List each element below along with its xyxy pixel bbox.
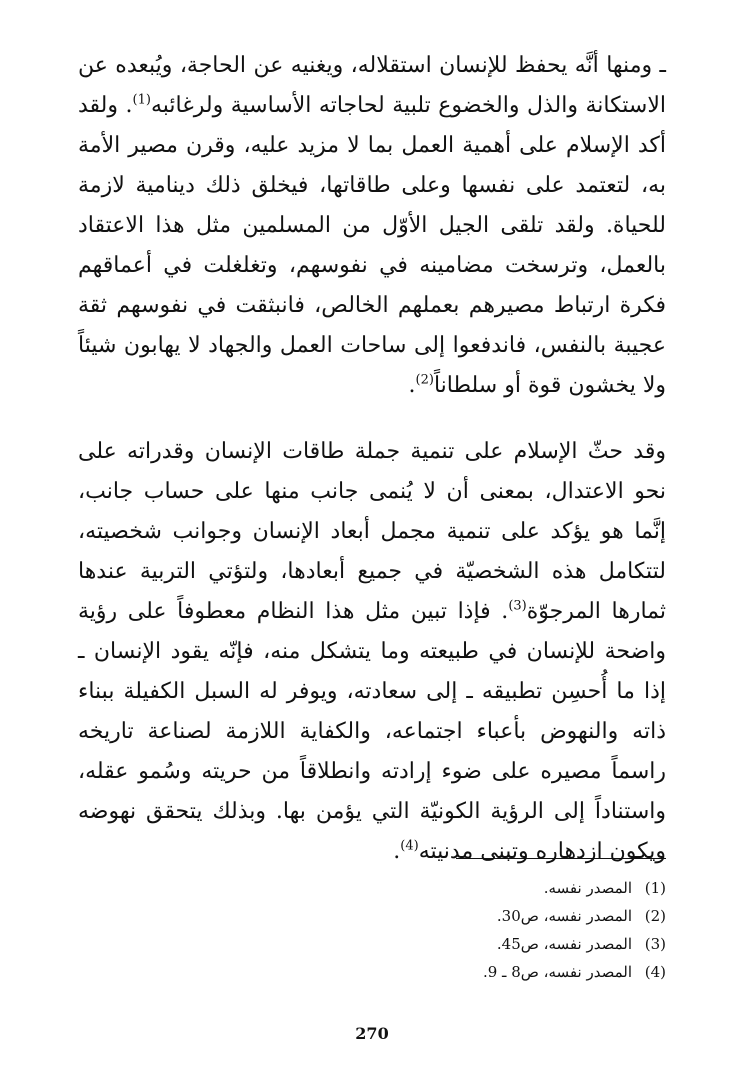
footnote-number: (2) xyxy=(644,907,666,925)
footnote-item xyxy=(78,958,666,986)
paragraph-text: . xyxy=(393,839,401,864)
footnote-item xyxy=(78,902,666,930)
footnote-reference: (2) xyxy=(415,372,434,388)
footnote-reference: (4) xyxy=(400,838,419,854)
paragraph-text: . ولقد أكد الإسلام على أهمية العمل بما لا مزيد عليه، وقرن مصير الأمة به، لتعتمد على نفسها وعلى طاقاتها، فيخلق ذلك دينامية لازمة للحياة. ولقد تلقى الجيل الأوّل من المسلمين مثل هذا الاعتقاد بالعمل، وترسخت مضامينه في نفوسهم، وتغلغلت في أعماقهم فكرة ارتباط مصيرهم بعملهم الخالص، فانبثقت في نفوسهم ثقة عجيبة بالنفس، فاندفعوا إلى ساحات العمل والجهاد لا يهابون شيئاً ولا يخشون قوة أو سلطاناً xyxy=(78,93,666,398)
document-page xyxy=(78,46,666,1046)
paragraph-text: وقد حثّ الإسلام على تنمية جملة طاقات الإنسان وقدراته على نحو الاعتدال، بمعنى أن لا يُنمى جانب منها على حساب جانب، إنَّما هو يؤكد على تنمية مجمل أبعاد الإنسان وجوانب شخصيته، لتتكامل هذه الشخصيّة في جميع أبعادها، ولتؤتي التربية عندها ثمارها المرجوّة xyxy=(78,439,667,624)
footnote-separator xyxy=(456,858,666,859)
footnotes-list xyxy=(78,874,666,986)
paragraph-text: ـ ومنها أنَّه يحفظ للإنسان استقلاله، ويغنيه عن الحاجة، ويُبعده عن الاستكانة والذل والخضوع تلبية لحاجاته الأساسية ولرغائبه xyxy=(78,53,666,118)
footnote-item xyxy=(78,874,666,902)
paragraph xyxy=(78,432,666,872)
footnote-text: المصدر نفسه. xyxy=(543,879,632,897)
footnote-reference: (3) xyxy=(508,598,527,614)
page-number: 270 xyxy=(355,1024,389,1043)
paragraph-text: . فإذا تبين مثل هذا النظام معطوفاً على رؤية واضحة للإنسان في طبيعته وما يتشكل منه، فإنّه يقود الإنسان ـ إذا ما أُحسِن تطبيقه ـ إلى سعادته، ويوفر له السبل الكفيلة ببناء ذاته والنهوض بأعباء اجتماعه، والكفاية اللازمة لصناعة تاريخه راسماً مصيره على ضوء إرادته وانطلاقاً من حريته وسُمو عقله، واستناداً إلى الرؤية الكونيّة التي يؤمن بها. وبذلك يتحقق نهوضه ويكون ازدهاره وتبنى مدنيته xyxy=(78,599,666,864)
footnote-item xyxy=(78,930,666,958)
paragraph xyxy=(78,46,666,406)
paragraph-text: . xyxy=(408,373,416,398)
footnote-reference: (1) xyxy=(132,92,151,108)
footnote-text: المصدر نفسه، ص45. xyxy=(496,935,632,953)
footnote-number: (1) xyxy=(644,879,666,897)
footnote-text: المصدر نفسه، ص30. xyxy=(496,907,632,925)
footnote-number: (3) xyxy=(644,935,666,953)
body-text xyxy=(78,46,666,872)
footnote-number: (4) xyxy=(644,963,666,981)
footnote-text: المصدر نفسه، ص8 ـ 9. xyxy=(482,963,632,981)
